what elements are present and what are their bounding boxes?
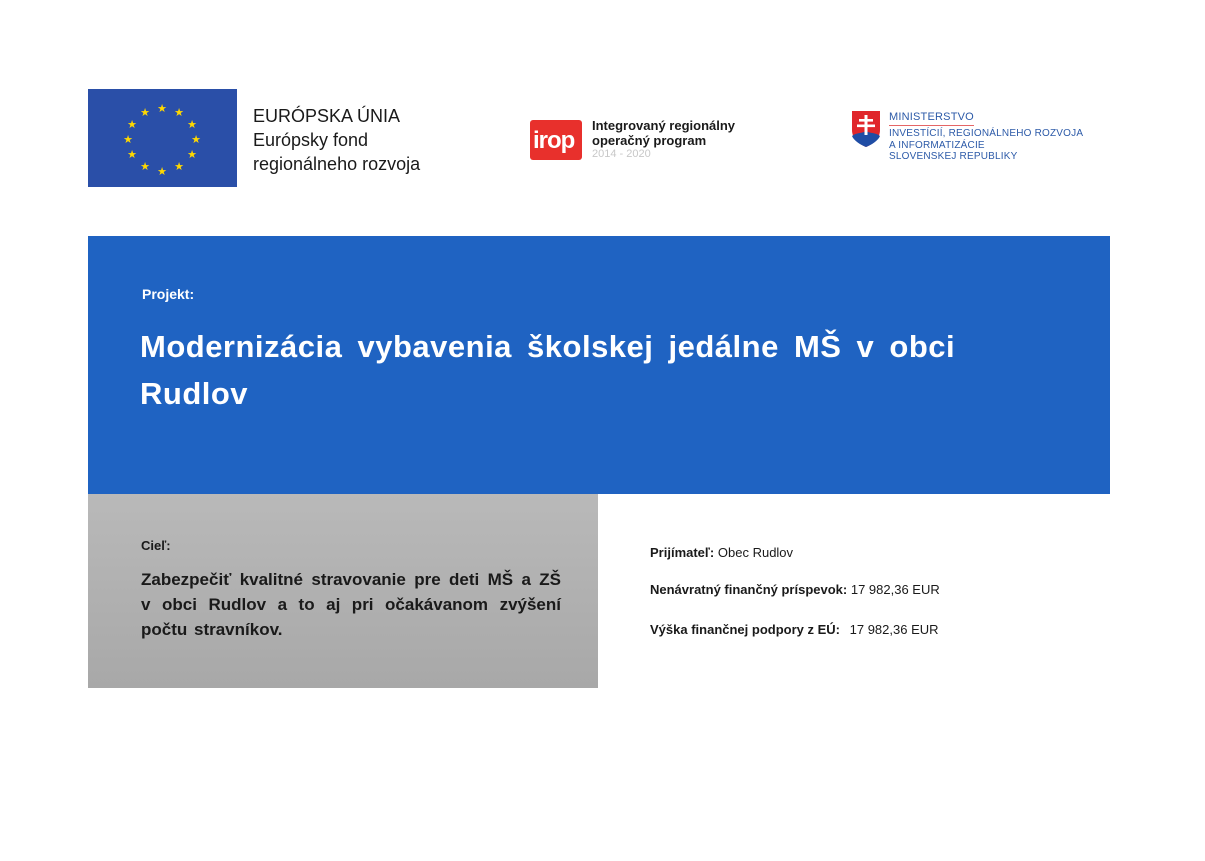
eu-line-3: regionálneho rozvoja: [253, 154, 421, 174]
project-label: Projekt:: [142, 286, 195, 302]
svg-text:★: ★: [123, 133, 133, 146]
svg-text:★: ★: [187, 148, 197, 161]
svg-text:★: ★: [127, 118, 137, 131]
svg-text:★: ★: [157, 102, 167, 115]
svg-text:★: ★: [174, 106, 184, 119]
eu-support-value: 17 982,36 EUR: [849, 622, 939, 637]
project-title: Modernizácia vybavenia školskej jedálne MŠ v obci Rudlov: [140, 329, 956, 411]
irop-logo: [530, 120, 582, 160]
svg-text:★: ★: [127, 148, 137, 161]
ministry-line-1: MINISTERSTVO: [889, 111, 974, 126]
eu-support-row: [650, 622, 939, 637]
eu-fund-text: [253, 104, 420, 176]
ministry-line-4: SLOVENSKEJ REPUBLIKY: [889, 151, 1018, 162]
eu-line-2: Európsky fond: [253, 130, 369, 150]
irop-logo-text: irop: [533, 127, 575, 154]
svg-text:★: ★: [187, 118, 197, 131]
svg-text:★: ★: [174, 160, 184, 173]
eu-flag-logo: [88, 89, 237, 187]
svg-text:★: ★: [140, 160, 150, 173]
svg-text:★: ★: [140, 106, 150, 119]
project-banner: [88, 236, 1110, 494]
irop-line-1: Integrovaný regionálny: [592, 118, 736, 133]
ministry-text: [889, 111, 1083, 163]
grant-row: [650, 582, 940, 597]
grant-label: Nenávratný finančný príspevok:: [650, 582, 848, 597]
irop-years: 2014 - 2020: [592, 148, 651, 160]
goal-text: Zabezpečiť kvalitné stravovanie pre deti MŠ a ZŠ v obci Rudlov a to aj pri očakávanom zvýšení počtu stravníkov.: [141, 570, 561, 639]
eu-stars-icon: [88, 89, 237, 187]
recipient-row: [650, 545, 793, 560]
grant-value: 17 982,36 EUR: [850, 582, 940, 597]
svg-text:★: ★: [157, 165, 167, 178]
irop-text: [592, 118, 735, 161]
goal-label: Cieľ:: [141, 538, 171, 553]
recipient-value: Obec Rudlov: [717, 545, 794, 560]
ministry-line-3: A INFORMATIZÁCIE: [889, 139, 985, 151]
irop-line-2: operačný program: [592, 133, 707, 148]
slovak-coat-of-arms-icon: [851, 110, 881, 148]
eu-line-1: EURÓPSKA ÚNIA: [253, 106, 401, 126]
recipient-label: Prijímateľ:: [650, 545, 715, 560]
eu-support-label: Výška finančnej podpory z EÚ:: [650, 622, 840, 637]
svg-text:★: ★: [191, 133, 201, 146]
goal-box: [88, 494, 598, 688]
ministry-line-2: INVESTÍCIÍ, REGIONÁLNEHO ROZVOJA: [889, 128, 1084, 139]
